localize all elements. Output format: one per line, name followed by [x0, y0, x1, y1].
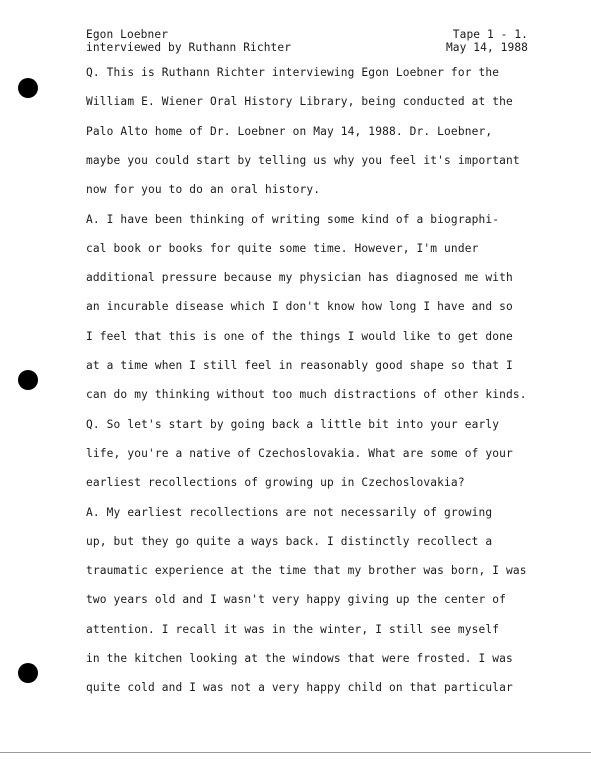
transcript-line: A. I have been thinking of writing some kind of a biographi- — [86, 212, 500, 226]
header-interviewee: Egon Loebner — [86, 28, 169, 41]
transcript-line: Q. This is Ruthann Richter interviewing Egon Loebner for the — [86, 66, 500, 79]
transcript-line: additional pressure because my physician has diagnosed me with — [86, 271, 513, 285]
transcript-line: Palo Alto home of Dr. Loebner on May 14, 1988. Dr. Loebner, — [86, 124, 493, 138]
transcript-line: in the kitchen looking at the windows that were frosted. I was — [86, 652, 513, 665]
transcript-line: at a time when I still feel in reasonably good shape so that I — [86, 359, 513, 372]
punch-hole-middle — [18, 370, 38, 390]
transcript-line: life, you're a native of Czechoslovakia. What are some of your — [86, 446, 513, 460]
transcript-line: maybe you could start by telling us why you feel it's important — [86, 153, 520, 167]
transcript-line: an incurable disease which I don't know how long I have and so — [86, 300, 513, 314]
transcript-line: A. My earliest recollections are not necessarily of growing — [86, 505, 493, 519]
transcript-line: earliest recollections of growing up in Czechoslovakia? — [86, 476, 465, 490]
punch-hole-top — [18, 78, 38, 98]
header-interviewer: interviewed by Ruthann Richter — [86, 41, 292, 54]
transcript-line: cal book or books for quite some time. However, I'm under — [86, 241, 479, 255]
transcript-line: I feel that this is one of the things I would like to get done — [86, 329, 513, 343]
punch-hole-bottom — [18, 663, 38, 683]
transcript-line: quite cold and I was not a very happy child on that particular — [86, 681, 513, 695]
page-bottom-edge — [0, 752, 591, 753]
transcript-line: up, but they go quite a ways back. I distinctly recollect a — [86, 534, 493, 548]
transcript-line: attention. I recall it was in the winter, I still see myself — [86, 622, 500, 636]
header-tape: Tape 1 - 1. — [452, 28, 528, 41]
header-date: May 14, 1988 — [445, 41, 528, 54]
transcript-line: can do my thinking without too much distractions of other kinds. — [86, 388, 527, 402]
transcript-line: now for you to do an oral history. — [86, 183, 321, 197]
header-right — [438, 28, 528, 54]
header-left — [86, 28, 291, 54]
transcript-line: William E. Wiener Oral History Library, being conducted at the — [86, 95, 513, 109]
transcript-line: two years old and I wasn't very happy giving up the center of — [86, 593, 507, 607]
transcript-line: traumatic experience at the time that my brother was born, I was — [86, 564, 527, 578]
transcript-line: Q. So let's start by going back a little bit into your early — [86, 417, 500, 431]
